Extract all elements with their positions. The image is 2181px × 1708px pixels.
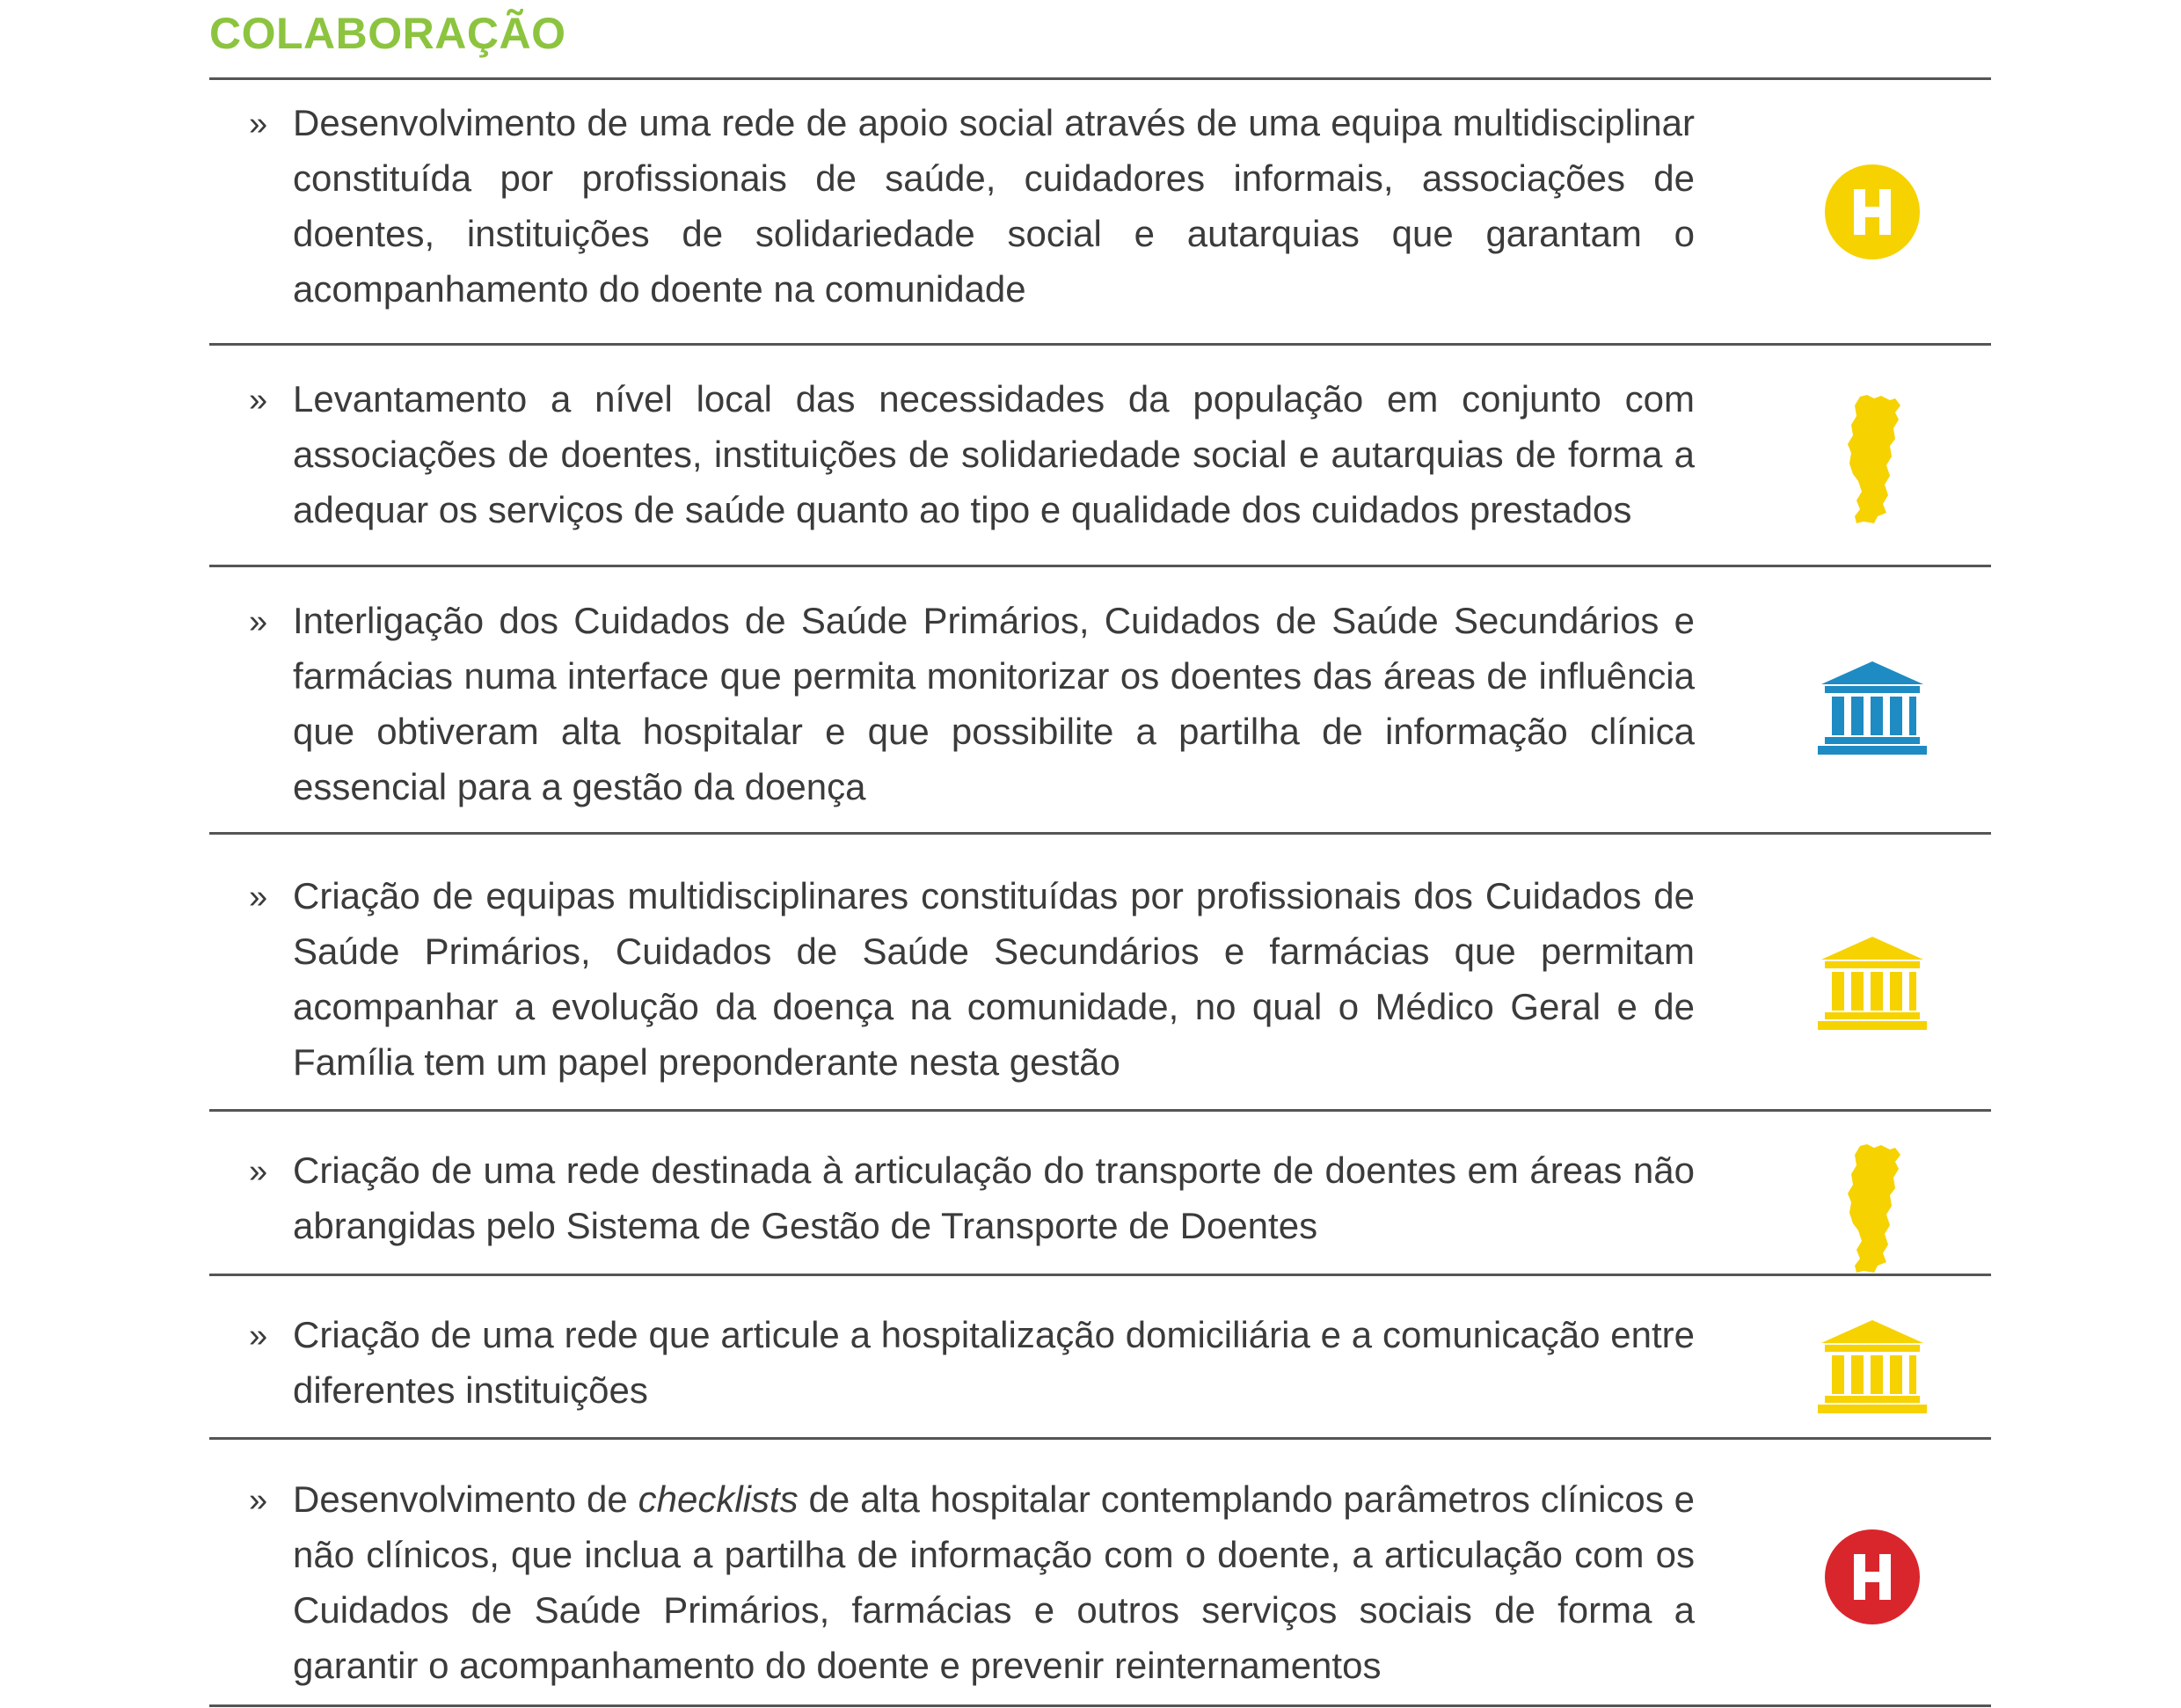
divider xyxy=(209,1704,1991,1707)
item-text: Desenvolvimento de checklists de alta hospitalar contemplando parâmetros clínicos e não clínicos, que inclua a partilha de informação com o doente, a articulação com os Cuidados de Saúde Primários, farmácias e outros serviços sociais de forma a garantir o acompanhamento do doente e prevenir reinternamentos xyxy=(293,1478,1696,1686)
institution-icon xyxy=(1813,593,1932,823)
list-item xyxy=(209,95,1991,328)
list-item xyxy=(209,371,1991,547)
bullet-marker: » xyxy=(249,106,268,142)
list-item xyxy=(209,1142,1991,1274)
item-text: Interligação dos Cuidados de Saúde Primários, Cuidados de Saúde Secundários e farmácias numa interface que permita monitorizar os doentes das áreas de influência que obtiveram alta hospitalar e que possibilite a partilha de informação clínica essencial para a gestão da doença xyxy=(293,600,1695,807)
list-item xyxy=(209,1307,1991,1439)
divider xyxy=(209,832,1991,835)
bullet-marker: » xyxy=(249,382,268,419)
item-text: Criação de uma rede que articule a hospitalização domiciliária e a comunicação entre diferentes instituições xyxy=(293,1314,1695,1411)
portugal-map-icon xyxy=(1813,1132,1932,1285)
list-item xyxy=(209,593,1991,823)
item-text: Desenvolvimento de uma rede de apoio social através de uma equipa multidisciplinar constituída por profissionais de saúde, cuidadores informais, associações de doentes, instituições de solidariedade social e autarquias que garantam o acompanhamento do doente na comunidade xyxy=(293,102,1695,310)
list-item xyxy=(209,1471,1991,1702)
divider xyxy=(209,343,1991,346)
portugal-map-icon xyxy=(1813,371,1932,547)
bullet-marker: » xyxy=(249,1317,268,1354)
divider xyxy=(209,1109,1991,1112)
institution-icon xyxy=(1813,1303,1932,1430)
divider xyxy=(209,77,1991,80)
hospital-icon xyxy=(1813,1471,1932,1682)
bullet-marker: » xyxy=(249,1153,268,1190)
bullet-marker: » xyxy=(249,603,268,640)
institution-icon xyxy=(1813,868,1932,1099)
bullet-marker: » xyxy=(249,879,268,916)
divider xyxy=(209,565,1991,567)
section-title: COLABORAÇÃO xyxy=(209,9,566,58)
item-text: Criação de uma rede destinada à articulação do transporte de doentes em áreas não abrangidas pelo Sistema de Gestão de Transporte de Doentes xyxy=(293,1150,1695,1246)
bullet-marker: » xyxy=(249,1482,268,1519)
item-text: Criação de equipas multidisciplinares constituídas por profissionais dos Cuidados de Saúde Primários, Cuidados de Saúde Secundários e farmácias que permitam acompanhar a evolução da doença na comunidade, no qual o Médico Geral e de Família tem um papel preponderante nesta gestão xyxy=(293,875,1695,1083)
divider xyxy=(209,1274,1991,1276)
item-text: Levantamento a nível local das necessidades da população em conjunto com associações de doentes, instituições de solidariedade social e autarquias de forma a adequar os serviços de saúde quanto ao tipo e qualidade dos cuidados prestados xyxy=(293,378,1695,530)
divider xyxy=(209,1437,1991,1440)
hospital-icon xyxy=(1813,95,1932,328)
list-item xyxy=(209,868,1991,1099)
